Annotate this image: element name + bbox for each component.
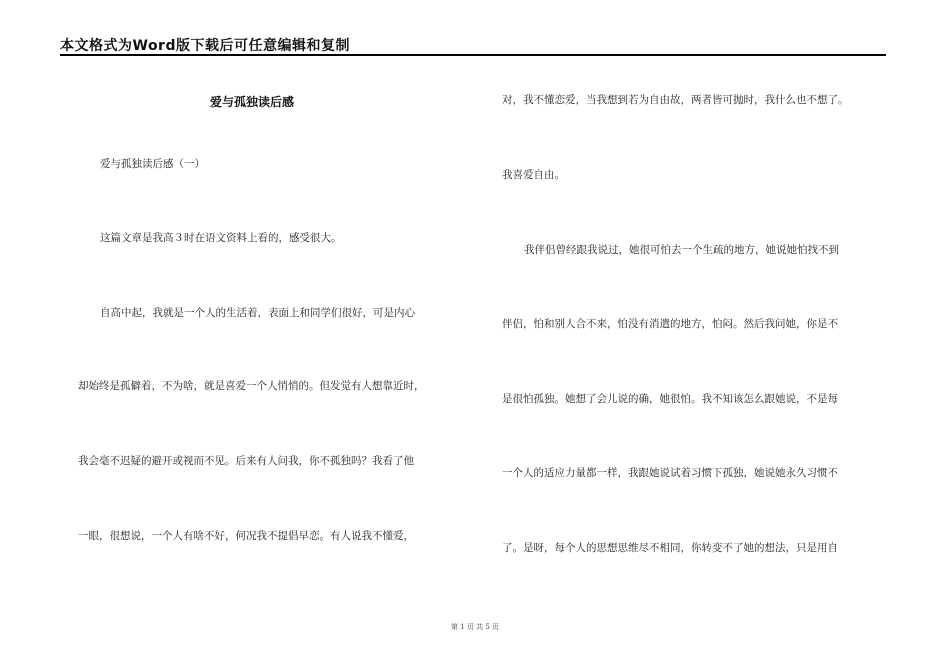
paragraph-line: 对，我不懂恋爱，当我想到若为自由故，两者皆可抛时，我什么也不想了。 [502,94,849,106]
paragraph-line: 了。是呀，每个人的思想思维尽不相同，你转变不了她的想法，只是用自 [502,542,838,554]
paragraph-line: 这篇文章是我高３时在语文资料上看的，感受很大。 [100,232,342,244]
page-number: 第 1 页 共 5 页 [450,623,500,631]
paragraph-line: 伴侣，怕和别人合不来，怕没有消遣的地方，怕闷。然后我问她，你是不 [502,318,838,330]
document-header: 本文格式为Word版下载后可任意编辑和复制 [60,38,350,54]
paragraph-line: 我喜爱自由。 [502,169,565,181]
header-divider [60,54,886,56]
paragraph-line: 一眼，很想说，一个人有啥不好，何况我不提倡早恋。有人说我不懂爱， [78,530,414,542]
paragraph-line: 我伴侣曾经跟我说过，她很可怕去一个生疏的地方，她说她怕找不到 [524,244,839,256]
article-title: 爱与孤独读后感 [210,95,295,109]
paragraph-line: 自高中起，我就是一个人的生活着，表面上和同学们很好，可是内心 [100,307,415,319]
paragraph-line: 是很怕孤独。她想了会儿说的确，她很怕。我不知该怎么跟她说，不是每 [502,393,838,405]
section-heading: 爱与孤独读后感（一） [100,158,205,170]
paragraph-line: 却始终是孤僻着，不为啥，就是喜爱一个人悄悄的。但发觉有人想靠近时， [78,380,425,392]
paragraph-line: 一个人的适应力量都一样，我跟她说试着习惯下孤独，她说她永久习惯不 [502,467,838,479]
paragraph-line: 我会毫不迟疑的避开或视而不见。后来有人问我，你不孤独吗？我看了他 [78,455,414,467]
